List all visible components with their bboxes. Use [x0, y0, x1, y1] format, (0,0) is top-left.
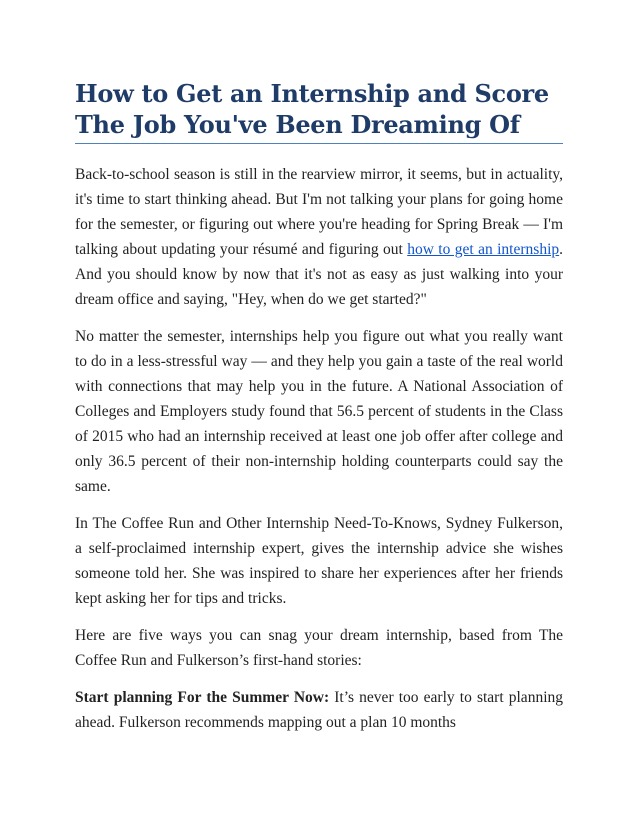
internship-link[interactable]: how to get an internship	[407, 241, 560, 258]
paragraph-intro	[75, 162, 563, 312]
tip-1-heading: Start planning For the Summer Now:	[75, 689, 330, 706]
title-divider	[75, 143, 563, 144]
paragraph-tip-1	[75, 685, 563, 735]
tip-1-text: It’s never too early to start planning ahead. Fulkerson recommends mapping out a plan 10 months	[75, 689, 563, 731]
paragraph-list-intro: Here are five ways you can snag your dream internship, based from The Coffee Run and Fulkerson’s first-hand stories:	[75, 627, 563, 669]
paragraph-book: In The Coffee Run and Other Internship Need-To-Knows, Sydney Fulkerson, a self-proclaimed internship expert, gives the internship advice she wishes someone told her. She was inspired to share her experiences after her friends kept asking her for tips and tricks.	[75, 515, 563, 607]
paragraph-intro-text-before-link: Back-to-school season is still in the rearview mirror, it seems, but in actuality, it's time to start thinking ahead. But I'm not talking your plans for going home for the semester, or figuring out where you're heading for Spring Break — I'm talking about updating your résumé and figuring out	[75, 166, 563, 258]
article-body	[75, 148, 563, 735]
paragraph-intro-text-after-link: . And you should know by now that it's not as easy as just walking into your dream office and saying, "Hey, when do we get started?"	[75, 241, 563, 308]
paragraph-benefits: No matter the semester, internships help you figure out what you really want to do in a less-stressful way — and they help you gain a taste of the real world with connections that may help you in the future. A National Association of Colleges and Employers study found that 56.5 percent of students in the Class of 2015 who had an internship received at least one job offer after college and only 36.5 percent of their non-internship holding counterparts could say the same.	[75, 328, 563, 495]
article-title: How to Get an Internship and Score The Job You've Been Dreaming Of	[75, 79, 549, 139]
